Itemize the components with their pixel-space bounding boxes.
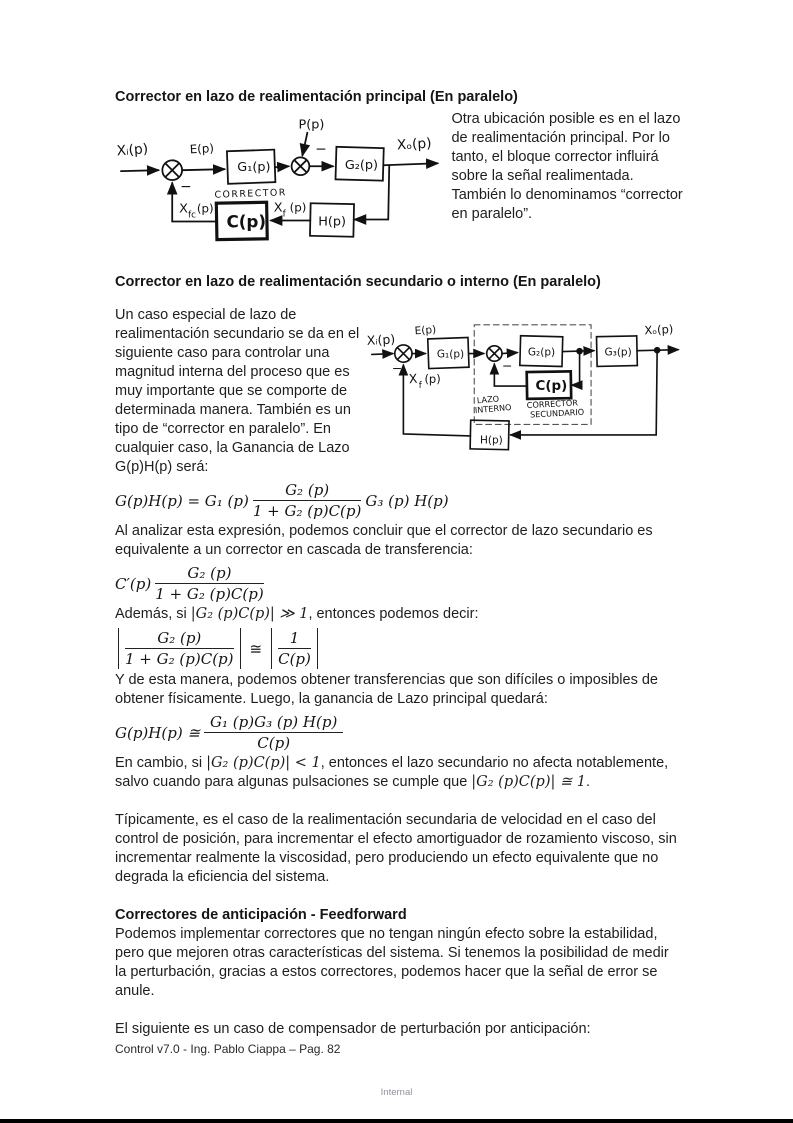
block-diagram-inner-loop	[367, 312, 683, 464]
paragraph: Y de esta manera, podemos obtener transferencias que son difíciles o imposibles de obtener físicamente. Luego, la ganancia de Lazo principal quedará:	[115, 672, 658, 707]
section1-row	[115, 110, 683, 260]
minus-sign: −	[502, 357, 513, 373]
svg-text:fc: fc	[187, 210, 196, 221]
outer-feedback-path	[511, 351, 658, 435]
label-xo: Xₒ(p)	[644, 321, 674, 338]
svg-text:(p): (p)	[196, 201, 214, 216]
diagram2-wrap	[367, 312, 683, 477]
denominator: C(p)	[257, 734, 291, 752]
paragraph: También lo denominamos “corrector en paralelo”.	[451, 187, 683, 222]
section2-heading: Corrector en lazo de realimentación secundario o interno (En paralelo)	[115, 274, 601, 290]
paragraph: Típicamente, es el caso de la realimentación secundaria de velocidad en el caso del control de posición, para incrementar el efecto amortiguador de rozamiento viscoso, sin incrementar realmente la viscosidad, pero produciendo un efecto equivalente que no degrada la eficiencia del sistema.	[115, 812, 677, 885]
paragraph: Al analizar esta expresión, podemos concluir que el corrector de lazo secundario es equivalente a un corrector en cascada de transferencia:	[115, 523, 653, 558]
section2-row	[115, 306, 683, 477]
numerator: G₁ (p)G₃ (p) H(p)	[204, 713, 343, 733]
text-segment: , entonces podemos decir:	[308, 606, 479, 622]
denominator: 1 + G₂ (p)C(p)	[155, 585, 264, 603]
input-arrow	[121, 170, 158, 171]
denominator: C(p)	[278, 650, 311, 668]
numerator: G₂ (p)	[253, 481, 362, 501]
section1-side-text	[451, 110, 683, 260]
label-g1: G₁(p)	[436, 348, 465, 361]
inline-math: |G₂ (p)C(p)| ≅ 1	[471, 774, 586, 790]
text-segment: , entonces el lazo secundario no afecta notablemente, salvo cuando para algunas pulsaciones se cumple que	[115, 755, 669, 790]
absolute-value	[271, 628, 318, 669]
inline-math: |G₂ (p)C(p)| ≫ 1	[190, 606, 309, 622]
eq-lhs: C′(p)	[115, 574, 152, 593]
feedback-branch	[355, 165, 390, 219]
minus-sign: −	[391, 360, 403, 376]
label-xi: Xᵢ(p)	[367, 331, 396, 348]
label-corrector: CORRECTOR	[214, 187, 287, 201]
input-arrow	[372, 354, 393, 355]
svg-text:CORRECTOR: CORRECTOR	[526, 397, 579, 411]
internal-watermark: Internal	[380, 1087, 413, 1098]
label-xo: Xₒ(p)	[396, 135, 432, 154]
section2-left-text	[115, 306, 367, 477]
svg-text:INTERNO: INTERNO	[474, 401, 512, 416]
text-segment: .	[585, 774, 590, 790]
text-segment: En cambio, si	[115, 755, 207, 771]
svg-text:X: X	[273, 200, 283, 216]
inline-math: |G₂ (p)C(p)| < 1	[206, 755, 321, 771]
paragraph: Un caso especial de lazo de realimentación secundario se da en el siguiente caso para controlar una magnitud interna del proceso que es muy importante que se comporte de determinada manera. También es un tipo de “corrector en paralelo”. En cualquier caso, la Ganancia de Lazo G(p)H(p) será:	[115, 307, 360, 475]
denominator: 1 + G₂ (p)C(p)	[125, 650, 234, 668]
svg-text:SECUNDARIO: SECUNDARIO	[529, 406, 585, 420]
text-segment: Además, si	[115, 606, 191, 622]
paragraph: Otra ubicación posible es en el lazo de realimentación principal. Por lo tanto, el bloque corrector influirá sobre la señal realimentada.	[451, 111, 681, 184]
label-g2: G₂(p)	[344, 158, 379, 174]
paragraph: Podemos implementar correctores que no tengan ningún efecto sobre la estabilidad, pero que mejoren otras características del sistema. Si tenemos la posibilidad de medir la perturbación, gracias a estos correctores, podemos hacer que la señal de error se anule.	[115, 926, 669, 999]
bottom-border	[0, 1119, 793, 1123]
denominator: 1 + G₂ (p)C(p)	[252, 502, 362, 520]
paragraph-encambio	[115, 754, 683, 792]
label-lazo-interno	[474, 392, 512, 415]
numerator: 1	[278, 629, 311, 649]
svg-text:f: f	[418, 381, 422, 391]
numerator: G₂ (p)	[155, 564, 264, 584]
svg-text:X: X	[408, 370, 418, 387]
equation-loop-gain	[115, 481, 683, 520]
block-diagram-main-loop	[115, 110, 445, 256]
svg-text:(p): (p)	[289, 200, 307, 215]
label-c: C(p)	[226, 211, 267, 232]
fraction	[204, 713, 343, 752]
numerator: G₂ (p)	[125, 629, 234, 649]
minus-sign: −	[180, 178, 192, 195]
inner-feedback-path	[572, 352, 580, 386]
disturbance-arrow	[302, 133, 307, 156]
eq-lhs: G(p)H(p) = G₁ (p)	[115, 491, 249, 510]
equation-magnitude-approx	[115, 628, 683, 669]
fraction	[278, 629, 311, 668]
paragraph: El siguiente es un caso de compensador de perturbación por anticipación:	[115, 1021, 591, 1037]
fraction	[125, 629, 234, 668]
label-xf	[408, 371, 440, 391]
label-xf	[274, 201, 307, 220]
svg-text:f: f	[282, 209, 286, 220]
svg-text:X: X	[179, 201, 188, 217]
fraction	[253, 481, 362, 520]
section1-heading: Corrector en lazo de realimentación principal (En paralelo)	[115, 89, 518, 105]
equation-cascade-equivalent	[115, 564, 683, 603]
output-arrow	[383, 163, 437, 165]
label-p-disturbance: P(p)	[298, 117, 325, 133]
eq-rhs: G₃ (p) H(p)	[365, 491, 449, 510]
relation-symbol: ≅	[249, 639, 263, 658]
label-e: E(p)	[414, 323, 437, 338]
minus-sign: −	[315, 141, 327, 158]
equation-main-loop-gain	[115, 713, 683, 752]
eq-lhs: G(p)H(p) ≅	[115, 723, 201, 742]
label-xfc	[179, 202, 214, 221]
label-g3: G₃(p)	[604, 346, 632, 359]
label-corrector-secundario	[526, 397, 584, 420]
label-h: H(p)	[479, 434, 503, 447]
section3-heading: Correctores de anticipación - Feedforward	[115, 907, 407, 923]
label-e: E(p)	[189, 141, 215, 157]
label-c: C(p)	[535, 378, 568, 394]
label-h: H(p)	[318, 214, 346, 230]
absolute-value	[118, 628, 241, 669]
fraction	[155, 564, 264, 603]
page-footer: Control v7.0 - Ing. Pablo Ciappa – Pag. 82	[115, 1042, 341, 1056]
svg-text:LAZO: LAZO	[476, 393, 500, 406]
paragraph-ademas	[115, 605, 683, 624]
label-g2: G₂(p)	[527, 346, 556, 359]
label-g1: G₁(p)	[237, 160, 271, 176]
label-xi: Xᵢ(p)	[116, 141, 149, 160]
svg-text:(p): (p)	[424, 372, 441, 387]
